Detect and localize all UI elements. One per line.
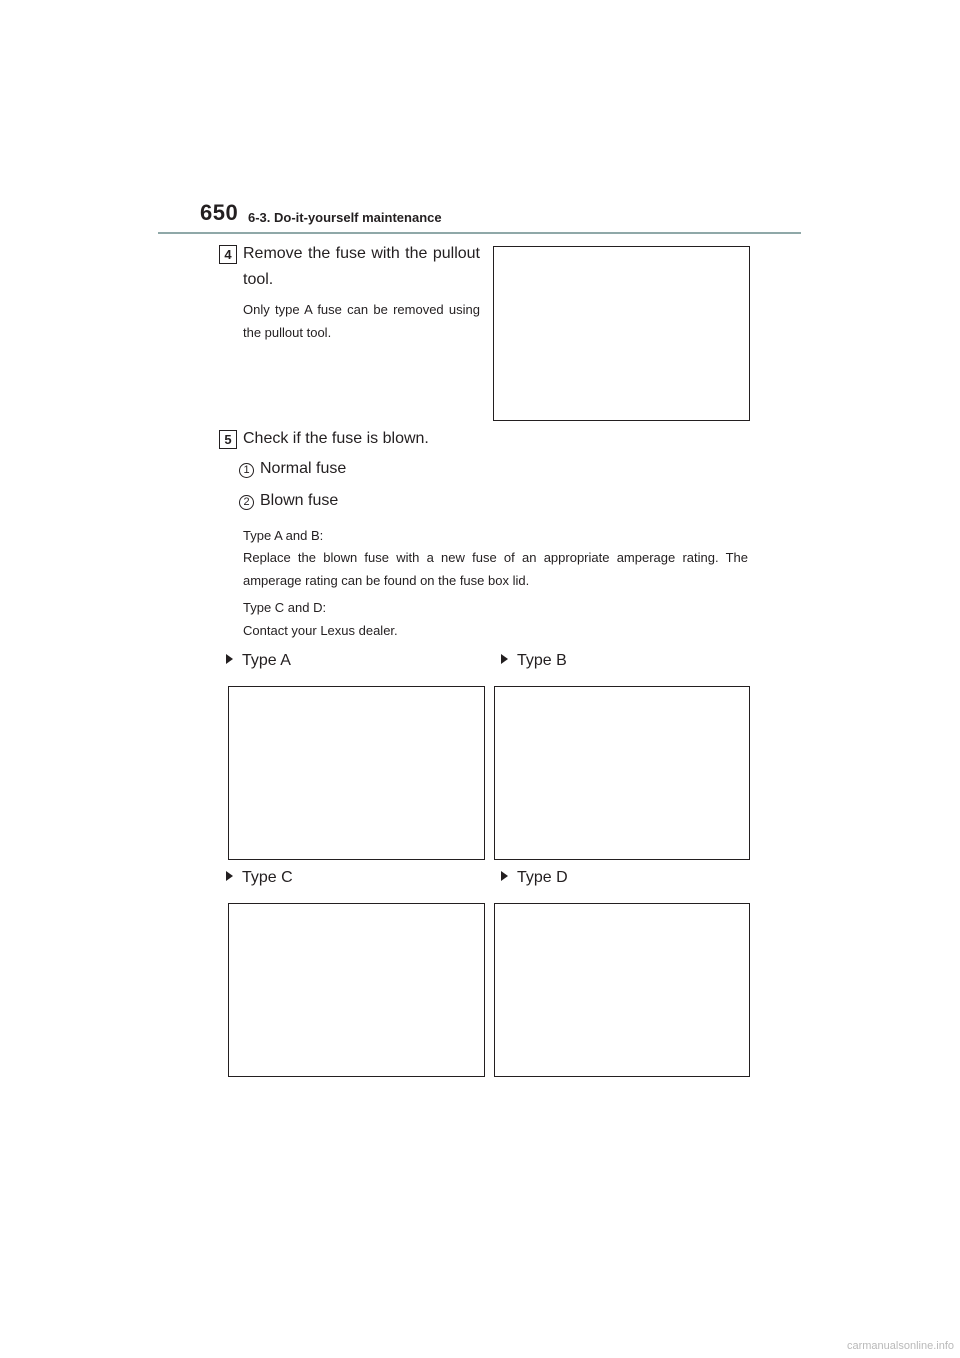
watermark: carmanualsonline.info — [846, 1340, 954, 1352]
note-type-cd-title: Type C and D: — [243, 600, 327, 615]
step-4-note: Only type A fuse can be removed using the pullout tool. — [243, 302, 480, 340]
triangle-bullet-icon — [226, 871, 233, 881]
callout-1-label: Normal fuse — [260, 460, 347, 477]
type-a-heading — [226, 652, 291, 670]
step-5-heading: Check if the fuse is blown. — [243, 430, 429, 447]
type-c-label: Type C — [242, 869, 293, 886]
section-title: 6-3. Do-it-yourself maintenance — [248, 210, 442, 225]
step-5-badge: 5 — [219, 430, 237, 449]
type-a-label: Type A — [242, 652, 291, 669]
type-d-heading — [501, 869, 568, 887]
note-type-ab-text: Replace the blown fuse with a new fuse of an appropriate amperage rating. The amperage rating can be found on the fuse box lid. — [243, 550, 748, 588]
type-c-heading — [226, 869, 293, 887]
callout-1-number: 1 — [239, 463, 254, 478]
triangle-bullet-icon — [501, 871, 508, 881]
step-4-badge: 4 — [219, 245, 237, 264]
triangle-bullet-icon — [501, 654, 508, 664]
note-type-ab-title: Type A and B: — [243, 528, 324, 543]
type-a-fuse-illustration — [228, 686, 485, 860]
type-b-label: Type B — [517, 652, 567, 669]
type-d-fuse-illustration — [494, 903, 750, 1077]
callout-2-label: Blown fuse — [260, 492, 339, 509]
callout-2-number: 2 — [239, 495, 254, 510]
type-b-fuse-illustration — [494, 686, 750, 860]
type-c-fuse-illustration — [228, 903, 485, 1077]
triangle-bullet-icon — [226, 654, 233, 664]
step-4-heading: Remove the fuse with the pullout tool. — [243, 245, 480, 288]
note-type-cd-text: Contact your Lexus dealer. — [243, 623, 398, 638]
page-number: 650 — [200, 200, 239, 225]
header-rule — [158, 232, 801, 234]
type-d-label: Type D — [517, 869, 568, 886]
pullout-tool-illustration — [493, 246, 750, 421]
type-b-heading — [501, 652, 567, 670]
